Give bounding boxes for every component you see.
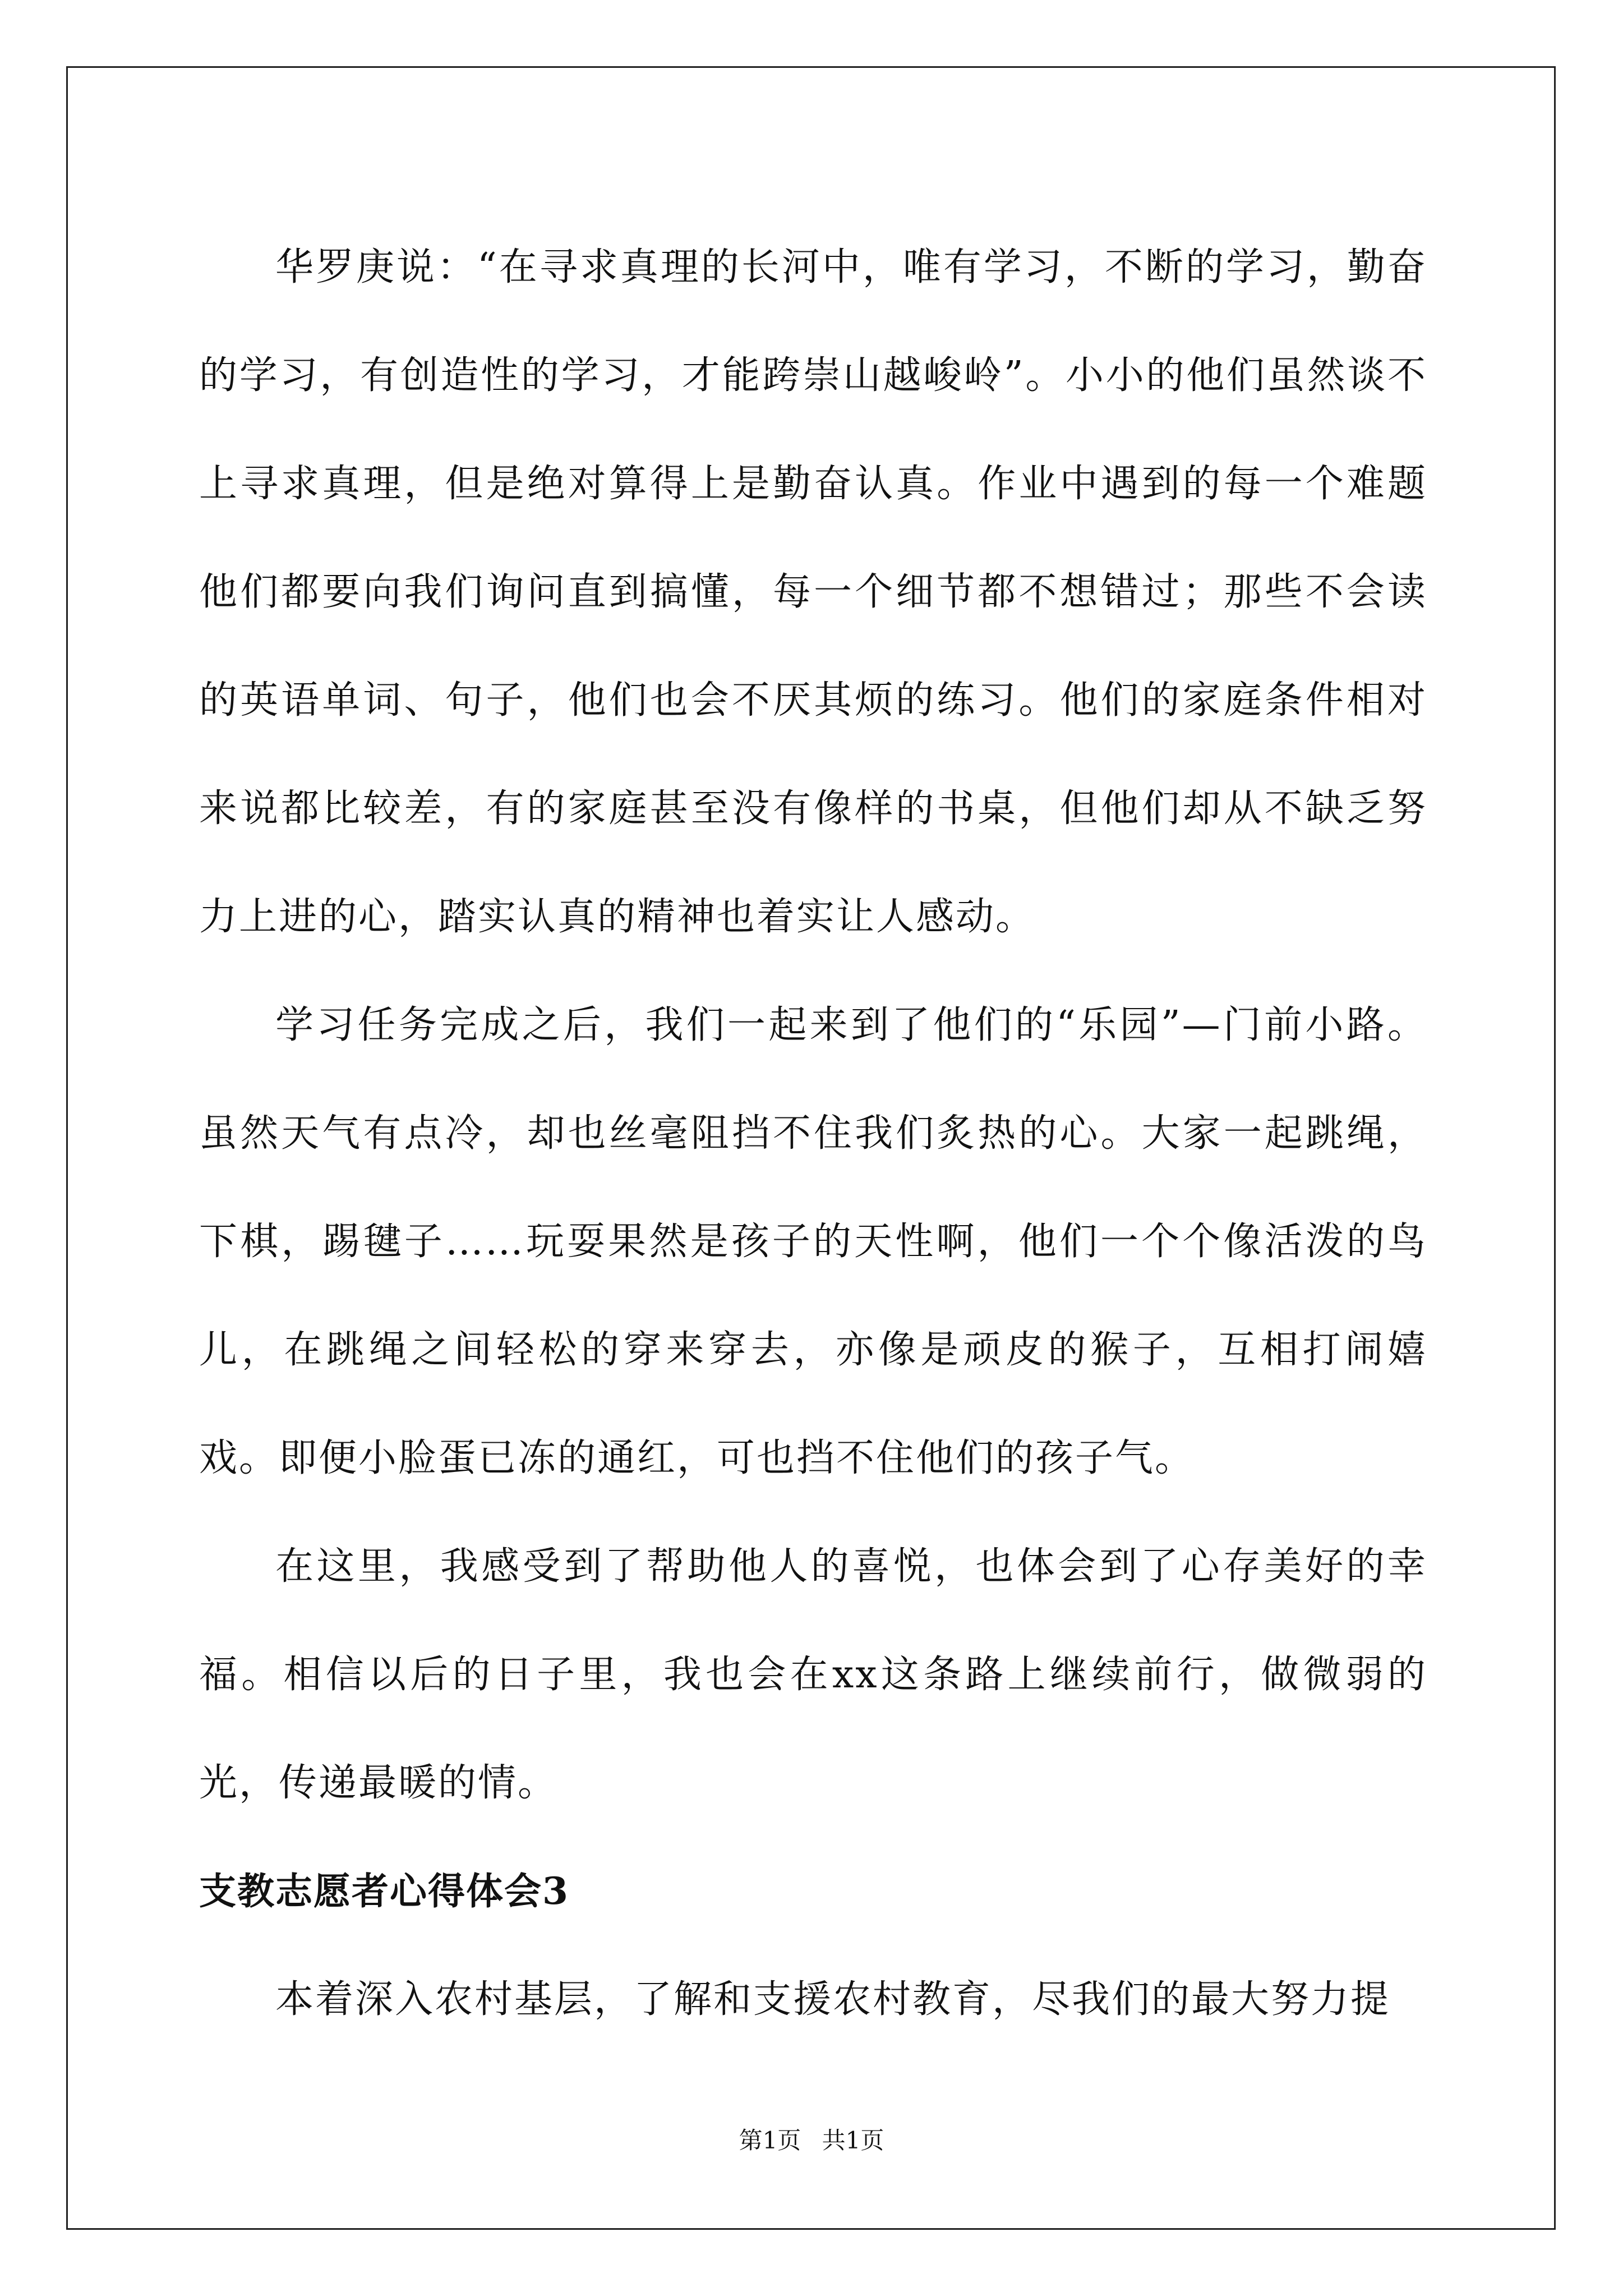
document-body — [199, 213, 1427, 2054]
paragraph: 本着深入农村基层，了解和支援农村教育，尽我们的最大努力提 — [275, 1977, 1391, 2022]
page-total: 共1页 — [822, 2127, 884, 2154]
paragraph: 学习任务完成之后，我们一起来到了他们的“乐园”—门前小路。虽然天气有点冷，却也丝毫阻挡不住我们炙热的心。大家一起跳绳，下棋，踢毽子……玩耍果然是孩子的天性啊，他们一个个像活泼的鸟儿，在跳绳之间轻松的穿来穿去，亦像是顽皮的猴子，互相打闹嬉戏。即便小脸蛋已冻的通红，可也挡不住他们的孩子气。 — [199, 1003, 1427, 1480]
page-footer — [0, 2124, 1623, 2157]
page-number: 第1页 — [739, 2127, 801, 2154]
paragraph: 在这里，我感受到了帮助他人的喜悦，也体会到了心存美好的幸福。相信以后的日子里，我也会在xx这条路上继续前行，做微弱的光，传递最暖的情。 — [199, 1544, 1427, 1805]
paragraph: 华罗庚说：“在寻求真理的长河中，唯有学习，不断的学习，勤奋的学习，有创造性的学习，才能跨崇山越峻岭”。小小的他们虽然谈不上寻求真理，但是绝对算得上是勤奋认真。作业中遇到的每一个难题他们都要向我们询问直到搞懂，每一个细节都不想错过；那些不会读的英语单词、句子，他们也会不厌其烦的练习。他们的家庭条件相对来说都比较差，有的家庭甚至没有像样的书桌，但他们却从不缺乏努力上进的心，踏实认真的精神也着实让人感动。 — [199, 245, 1427, 939]
section-title: 支教志愿者心得体会3 — [199, 1869, 569, 1913]
